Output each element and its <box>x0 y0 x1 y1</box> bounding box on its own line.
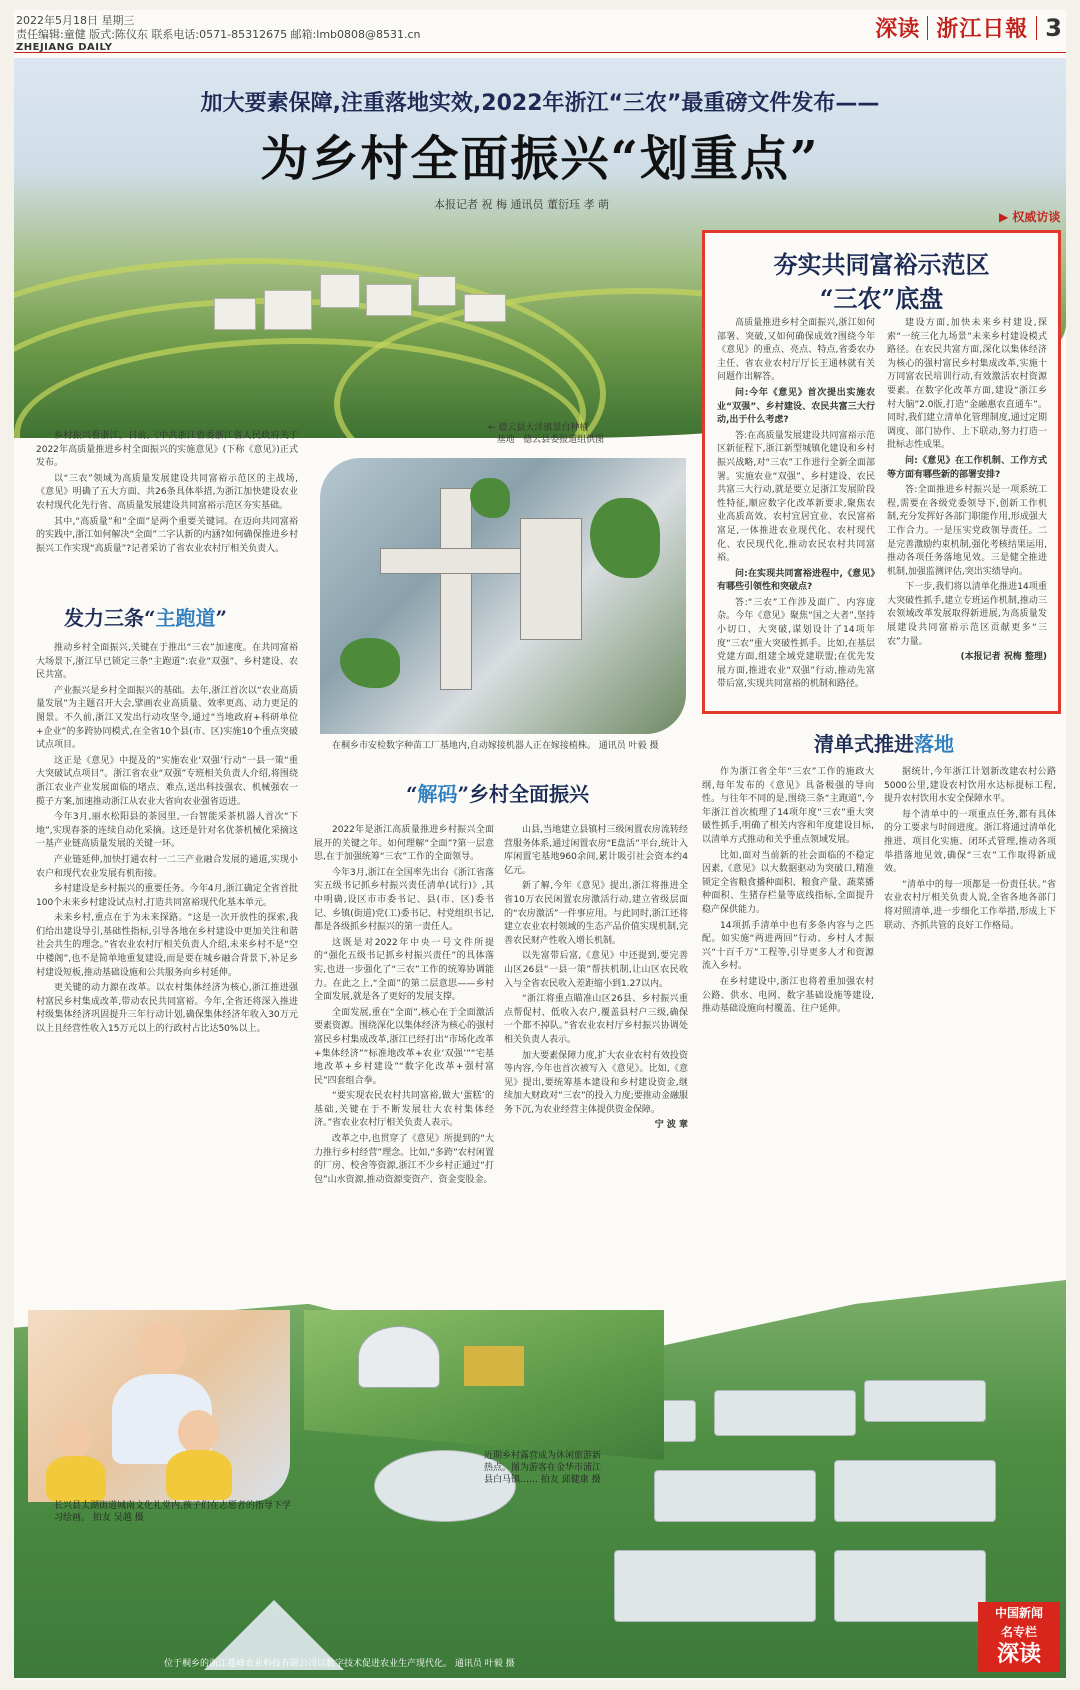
headline-kicker: 加大要素保障,注重落地实效,2022年浙江“三农”最重磅文件发布—— <box>200 91 880 116</box>
paragraph: 以先富带后富,《意见》中还提到,要完善山区26县“一县一策”帮扶机制,让山区农民收入与全省农民收入差距缩小到1.27以内。 <box>504 951 688 989</box>
seedling <box>340 638 400 688</box>
paragraph: 这既是对2022年中央一号文件所提的“强化五级书记抓乡村振兴责任”的具体落实,也进一步强化了“三农”工作的统筹协调能力。在此之上,“全面”的第二层意思——乡村全面发展,就是各了更好的发展支撑。 <box>314 937 494 1003</box>
kids-caption: 长兴县太湖街道城南文化礼堂内,孩子们在志愿者的指导下学习绘画。 拍友 吴越 摄 <box>54 1501 291 1523</box>
paragraph: 更关键的动力源在改革。以农村集体经济为核心,浙江推进强村富民乡村集成改革,带动农民共同富裕。今年,全省还将深入推进村级集体经济巩固提升三年行动计划,确保集体经济年收入30万元以上且经营性收入15万元以上的行政村占比达50%以上。 <box>36 983 298 1035</box>
village-house <box>464 294 506 322</box>
interview-title: 夯实共同富裕示范区 <box>773 250 990 279</box>
paragraph: 每个清单中的一项重点任务,都有具体的分工要求与时间进度。浙江将通过清单化推进、项目化实施、闭环式管理,推动各项举措落地见效,确保“三农”工作取得新成效。 <box>884 809 1056 875</box>
camp-caption: 近期乡村露营成为休闲旅游新热点。图为游客在金华市浦江县白马镇…… 拍友 邱健康 摄 <box>484 1451 602 1485</box>
greenhouse <box>614 1550 816 1622</box>
brand-line: 名专栏 <box>1000 1625 1037 1639</box>
brand-line: 中国新闻 <box>994 1606 1043 1620</box>
subhead-text: 发力三条“ <box>64 606 156 630</box>
interview-question: 问:今年《意见》首次提出实施农业“双强”、乡村建设、农民共富三大行动,出于什么考虑? <box>717 387 875 426</box>
interview-signature: (本报记者 祝梅 整理) <box>960 652 1047 663</box>
right-column-a <box>702 766 874 1286</box>
paragraph: 推动乡村全面振兴,关键在于推出“三农”加速度。在共同富裕大场景下,浙江早已锁定三条“主跑道”:农业“双强”、乡村建设、农民共富。 <box>36 643 298 681</box>
masthead <box>14 10 1066 53</box>
date-line: 2022年5月18日 星期三 <box>16 14 135 27</box>
paragraph: 以“三农”领域为高质量发展建设共同富裕示范区的主战场,《意见》明确了五大方面、共26条具体举措,为浙江加快建设农业农村现代化先行省、高质量发展建设共同富裕示范区夯实基础。 <box>36 473 298 511</box>
column-brand-badge <box>978 1602 1060 1672</box>
paragraph: 比如,面对当前新的社会面临的不稳定因素,《意见》以大数据驱动为突破口,精准锁定全省粮食播种面积、粮食产量、蔬菜播种面积、生猪存栏量等底线指标,全面提升稳产保供能力。 <box>702 850 874 915</box>
paragraph: “要实现农民农村共同富裕,做大‘蛋糕’的基础,关键在于不断发展壮大农村集体经济。”省农业农村厅相关负责人表示。 <box>314 1091 494 1129</box>
greenhouse <box>714 1390 856 1436</box>
paragraph: “浙江将重点瞄准山区26县、乡村振兴重点帮促村、低收入农户,覆盖县村户三级,确保一个都不掉队。”省农业农村厅乡村振兴协调处相关负责人表示。 <box>504 994 688 1045</box>
paragraph: 其中,“高质量”和“全面”是两个重要关键词。在迈向共同富裕的实践中,浙江如何解决“全面”二字认新的内涵?如何确保推进乡村振兴工作实现“高质量”?记者采访了省农业农村厅相关负责人。 <box>36 516 298 554</box>
masthead-right <box>875 12 1062 43</box>
village-house <box>264 290 312 330</box>
subhead-highlight: 主跑道 <box>155 606 216 630</box>
interview-question: 问:《意见》在工作机制、工作方式等方面有哪些新的部署安排? <box>887 455 1047 480</box>
paragraph: 乡村建设是乡村振兴的重要任务。今年4月,浙江确定全省首批100个未来乡村建设试点村,打造共同富裕现代化基本单元。 <box>36 884 298 908</box>
paragraph: 14项抓手清单中也有多条内容与之匹配。如实施“两进两回”行动、乡村人才振兴“十百千万”工程等,引导更多人才和资源流入乡村。 <box>702 920 874 972</box>
editor-line: 责任编辑:童健 版式:陈仪东 联系电话:0571-85312675 邮箱:lmb0808@8531.cn <box>16 28 421 41</box>
subhead-text: 清单式推进 <box>814 732 914 756</box>
subhead-highlight: 解码 <box>417 782 458 806</box>
paragraph: 产业振兴是乡村全面振兴的基础。去年,浙江首次以“农业高质量发展”为主题召开大会,擘画农业高质量、效率更高、动力更足的图景。不久前,浙江又发出行动攻坚令,通过“当地政府+科研单位+企业”的多跨协同模式,在全省10个县(市、区)实施10个重点突破试点项目。 <box>36 685 298 751</box>
child-shirt <box>166 1450 232 1500</box>
interview-answer: 答:在高质量发展建设共同富裕示范区新征程下,浙江新型城镇化建设和乡村振兴战略,对“三农”工作进行全新全面部署。实施农业“双强”、乡村建设、农民共富三大行动,就是要立足浙江发展阶段性特征,顺应数字化改革新要求,聚焦农业高质高效、农村宜居宜业、农民富裕富足,一体推进农业现代化、农村现代化、农民现代化,推动农民农村共同富裕。 <box>717 430 875 564</box>
interview-box <box>702 230 1061 714</box>
seedling <box>470 478 510 518</box>
subhead-highlight: 落地 <box>914 732 954 756</box>
robot-grafting-photo <box>320 458 686 734</box>
hero-inset-caption: ← 德云县大洋镇景白种植 基地 德云县委报道组供图 <box>488 423 605 445</box>
village-house <box>366 284 412 316</box>
paragraph: 据统计,今年浙江计划新改建农村公路5000公里,建设农村饮用水达标提标工程,提升农村饮用水安全保障水平。 <box>884 767 1056 805</box>
paragraph: 山县,当地建立县镇村三级闲置农房流转经营服务体系,通过闲置农房“E盘活”平台,统计入库闲置宅基地960余间,累计吸引社会资本约4亿元。 <box>504 825 688 876</box>
greenhouse <box>864 1380 986 1422</box>
paragraph: 改革之中,也贯穿了《意见》所提到的“大力推行乡村经营”理念。比如,“多跨”农村闲置的厂房、校舍等资源,浙江不少乡村正通过“打包”山水资源,推动资源变资产、资金变股金。 <box>314 1134 494 1185</box>
right-column-b <box>884 766 1056 1286</box>
middle-column-b <box>504 824 688 1324</box>
child-face <box>58 1420 92 1458</box>
paragraph: 在乡村建设中,浙江也将着重加强农村公路、供水、电网、数字基础设施等建设,推动基础设施向村覆盖、往户延伸。 <box>702 976 874 1015</box>
masthead-divider <box>1036 16 1037 40</box>
subhead-text: ” <box>215 606 228 630</box>
paper-logo: 浙江日報 <box>936 16 1029 42</box>
paper-english-name: ZHEJIANG DAILY <box>16 42 113 53</box>
greenhouse <box>654 1470 816 1522</box>
interview-answer: 建设方面,加快未来乡村建设,探索“一统三化九场景”未来乡村建设模式路径。在农民共富方面,深化以集体经济为核心的强村富民乡村集成改革,实施十万同富农民培训行动,有效激活农村资源要素。在数字化改革方面,建设“浙江乡村大脑”2.0版,打造“金融惠农直通车”。同时,我们建立清单化管理制度,通过定期调度、部门协作、上下联动,努力打造一批标志性成果。 <box>887 318 1047 451</box>
kids-painting-photo <box>28 1310 290 1502</box>
subhead-main-track <box>64 602 227 631</box>
farm-caption: 位于桐乡的浙江蔓峰农业科技有限公司以数字技术促进农业生产现代化。 通讯员 叶毅 摄 <box>164 1659 515 1669</box>
middle-column-a <box>314 824 494 1324</box>
paragraph: 加大要素保障力度,扩大农业农村有效投资等内容,今年也首次被写入《意见》。比如,《意见》提出,要统筹基本建设和乡村建设资金,继续加大财政对“三农”的投入力度;要推动金融服务下沉,为农业经营主体提供资金保障。 <box>504 1050 688 1115</box>
picnic-mat <box>464 1346 524 1386</box>
brand-mark: 深读 <box>996 1641 1041 1667</box>
interview-subtitle: “三农”底盘 <box>819 284 944 313</box>
interview-answer: 答:“三农”工作涉及面广、内容庞杂。今年《意见》聚焦“国之大者”,坚持小切口、大突破,谋划设计了14项年度“三农”重大突破性抓手。比如,在基层党建方面,组建全域党建联盟;在优先发展方面,推进农业“双强”行动,推动先富带后富,实现共同富裕的机制和路径。 <box>717 597 875 690</box>
masthead-meta <box>16 14 421 42</box>
paragraph: 全面发展,重在“全面”,核心在于全面激活要素资源。围绕深化以集体经济为核心的强村富民乡村集成改革,浙江已经打出“市场化改革+集体经济”“标准地改革+农业‘双强’”“宅基地改革+乡村建设”“数字化改革+强村富民”四套组合拳。 <box>314 1007 494 1086</box>
village-house <box>214 298 256 330</box>
subhead-checklist <box>814 728 954 757</box>
subhead-text: ”乡村全面振兴 <box>457 782 590 806</box>
paragraph: “清单中的每一项都是一份责任状。”省农业农村厅相关负责人说,全省各地各部门将对照清单,进一步细化工作举措,形成上下联动、齐抓共管的良好工作格局。 <box>884 879 1056 931</box>
page-number: 3 <box>1045 13 1062 42</box>
interview-column-right <box>887 317 1047 701</box>
robot-arm <box>440 488 472 690</box>
greenhouse <box>834 1460 996 1522</box>
paragraph: 作为浙江省全年“三农”工作的施政大纲,每年发布的《意见》具备极强的导向性。与往年不同的是,围绕三条“主跑道”,今年浙江首次梳理了14项年度“三农”重大突破性抓手,明确了相关内容和年度建设目标,以清单方式推动和关乎重点领域发展。 <box>702 767 874 845</box>
adult-face <box>138 1322 186 1376</box>
interview-tag-label: 权威访谈 <box>1012 210 1061 224</box>
paragraph: 今年3月,浙江在全国率先出台《浙江省落实五级书记抓乡村振兴责任清单(试行)》,其中明确,设区市市委书记、县(市、区)委书记、乡镇(街道)党(工)委书记、村党组织书记,都是各级抓乡村振兴的第一责任人。 <box>314 867 494 933</box>
interview-column-left <box>717 317 875 701</box>
interview-answer: 答:全面推进乡村振兴是一项系统工程,需要在各级党委领导下,创新工作机制,充分发挥好各部门职能作用,形成强大工作合力。一是压实党政领导责任。二是完善激励约束机制,强化考核结果运用,推动各项任务落地见效。三是健全推进机制,加强监测评估,突出实绩导向。 <box>887 485 1047 577</box>
child-shirt <box>46 1456 106 1502</box>
greenhouse <box>834 1550 986 1622</box>
tent <box>358 1326 440 1388</box>
paragraph: 产业链延伸,加快打通农村一二三产业融合发展的通道,实现小农户和现代农业发展有机衔接。 <box>36 854 298 879</box>
column-signature: 宁 波 章 <box>654 1120 688 1131</box>
section-name: 深读 <box>875 16 920 42</box>
seedling <box>590 498 660 578</box>
paragraph: 今年3月,丽水松阳县的茶园里,一台智能采茶机器人首次“下地”,实现春茶的连续自动化采摘。这还是针对名优茶机械化采摘这一基产业链高质量发展的关键一环。 <box>36 812 298 850</box>
paragraph: 新了解,今年《意见》提出,浙江将推进全省10万农民闲置农房激活行动,建立省级层面的“农房激活”一件事应用。与此同时,浙江还将建立农业农村领域的生态产品价值实现机制,完善农民财产性收入增长机制。 <box>504 881 688 946</box>
paragraph: 2022年是浙江高质量推进乡村振兴全面展开的关键之年。如何理解“全面”?第一层意思,在于加强统筹“三农”工作的全面领导。 <box>314 825 494 863</box>
paragraph: 未来乡村,重点在于为未来探路。“这是一次开放性的探索,我们给出建设导引,基础性指标,引导各地在乡村建设中更加关注和谐社会共生的理念。”省农业农村厅相关负责人介绍,未来乡村不是“空中楼阁”,也不是简单地重复建设,而是要在城乡融合背景下,补足乡村建设短板,推动基础设施和公共服务向乡村延伸。 <box>36 913 298 978</box>
robot-caption: 在桐乡市安检数字种苗工厂基地内,自动嫁接机器人正在嫁接植株。 通讯员 叶毅 摄 <box>332 741 659 751</box>
paragraph: 这正是《意见》中提及的“实施农业‘双强’行动”一县一策“重大突破试点项目”。浙江省农业“双强”专班相关负责人介绍,将围绕浙江农业产业发展面临的堵点、难点,送出科技强农、机械强农一揽子方案,加速推动浙江从农业大省向农业强省迈进。 <box>36 755 298 807</box>
child-face <box>178 1410 218 1454</box>
interview-answer: 下一步,我们将以清单化推进14项重大突破性抓手,建立专班运作机制,推动三农领域改革发展取得新进展,为高质量发展建设共同富裕示范区贡献更多“三农”力量。 <box>887 582 1047 647</box>
robot-arm <box>520 518 582 640</box>
interview-tag: ▶ 权威访谈 <box>999 210 1061 224</box>
masthead-divider <box>927 16 928 40</box>
village-house <box>418 276 456 306</box>
subhead-text: “ <box>406 782 418 806</box>
interview-paragraph: 高质量推进乡村全面振兴,浙江如何部署、突破,又如何确保成效?围绕今年《意见》的重点、亮点、特点,省委农办主任、省农业农村厅厅长王通林就有关问题作出解答。 <box>717 318 875 383</box>
main-headline: 为乡村全面振兴“划重点” <box>260 131 820 187</box>
byline: 本报记者 祝 梅 通讯员 董衍珏 孝 萌 <box>434 198 609 211</box>
subhead-decode <box>406 778 589 807</box>
lead-column <box>36 430 298 580</box>
interview-question: 问:在实现共同富裕进程中,《意见》有哪些引领性和突破点? <box>717 568 875 593</box>
lead-paragraph: 乡村振兴看浙江。日前,《中共浙江省委浙江省人民政府关于2022年高质量推进乡村全面振兴的实施意见》(下称《意见》)正式发布。 <box>36 431 298 469</box>
newspaper-page <box>14 10 1066 1680</box>
village-house <box>320 274 360 308</box>
left-body-column <box>36 642 298 1292</box>
